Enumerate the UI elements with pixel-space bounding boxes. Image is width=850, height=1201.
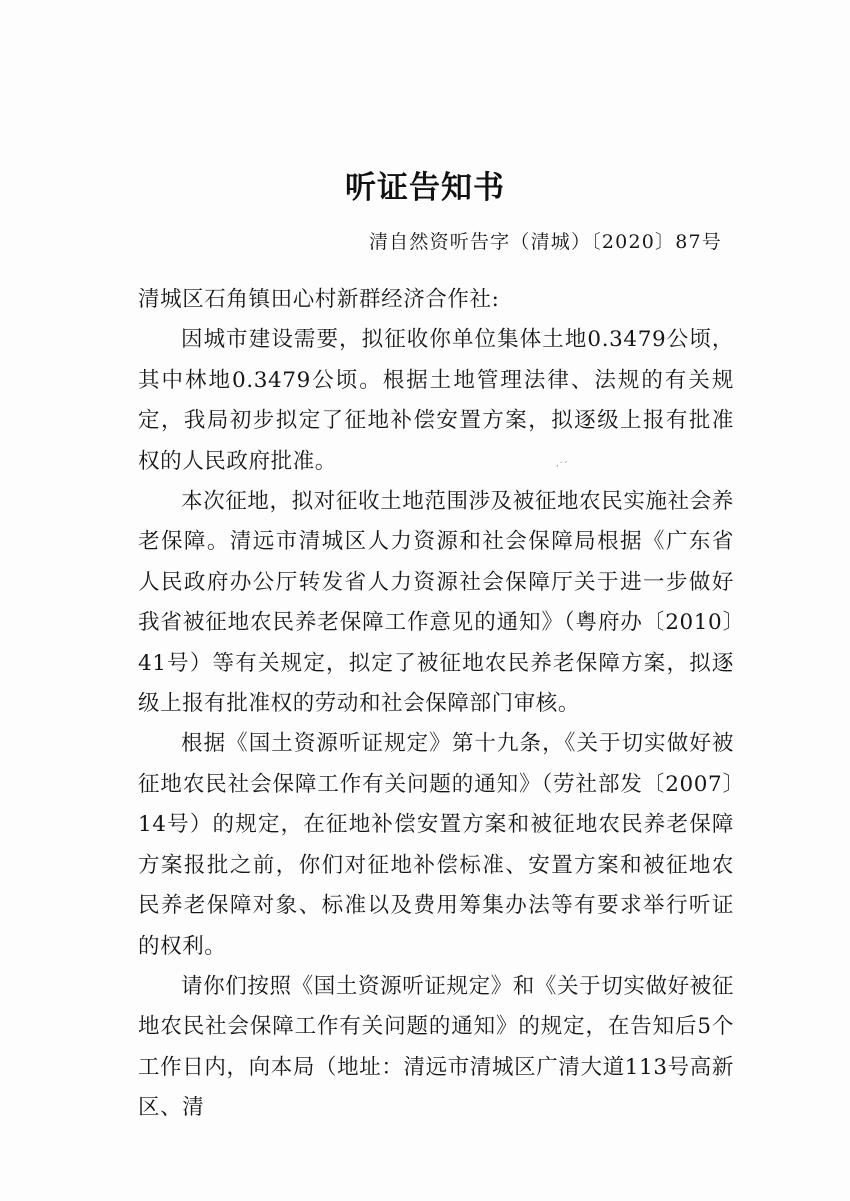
paragraph-hearing-right: 根据《国土资源听证规定》第十九条，《关于切实做好被征地农民社会保障工作有关问题的通知》（劳社部发〔2007〕14号）的规定，在征地补偿安置方案和被征地农民养老保障方案报批之前，你们对征地补偿标准、安置方案和被征地农民养老保障对象、标准以及费用筹集办法等有要求举行听证的权利。 bbox=[138, 731, 734, 959]
paragraph-land-acquisition: 因城市建设需要，拟征收你单位集体土地0.3479公顷，其中林地0.3479公顷。根据土地管理法律、法规的有关规定，我局初步拟定了征地补偿安置方案，拟逐级上报有批准权的人民政府批准。 bbox=[138, 327, 734, 474]
document-number: 清自然资听告字（清城）〔2020〕87号 bbox=[368, 231, 722, 253]
document-body bbox=[138, 280, 734, 1129]
document-title: 听证告知书 bbox=[345, 170, 505, 206]
paragraph-pension-security: 本次征地，拟对征收土地范围涉及被征地农民实施社会养老保障。清远市清城区人力资源和社会保障局根据《广东省人民政府办公厅转发省人力资源社会保障厅关于进一步做好我省被征地农民养老保障工作意见的通知》（粤府办〔2010〕41号）等有关规定，拟定了被征地农民养老保障方案，拟逐级上报有批准权的劳动和社会保障部门审核。 bbox=[138, 489, 734, 717]
paragraph-hearing-request: 请你们按照《国土资源听证规定》和《关于切实做好被征地农民社会保障工作有关问题的通知》的规定，在告知后5个工作日内，向本局（地址：清远市清城区广清大道113号高新区、清 bbox=[138, 973, 734, 1121]
scan-speck: ·˙ˊ bbox=[556, 462, 568, 472]
addressee-line: 清城区石角镇田心村新群经济合作社: bbox=[138, 287, 500, 312]
